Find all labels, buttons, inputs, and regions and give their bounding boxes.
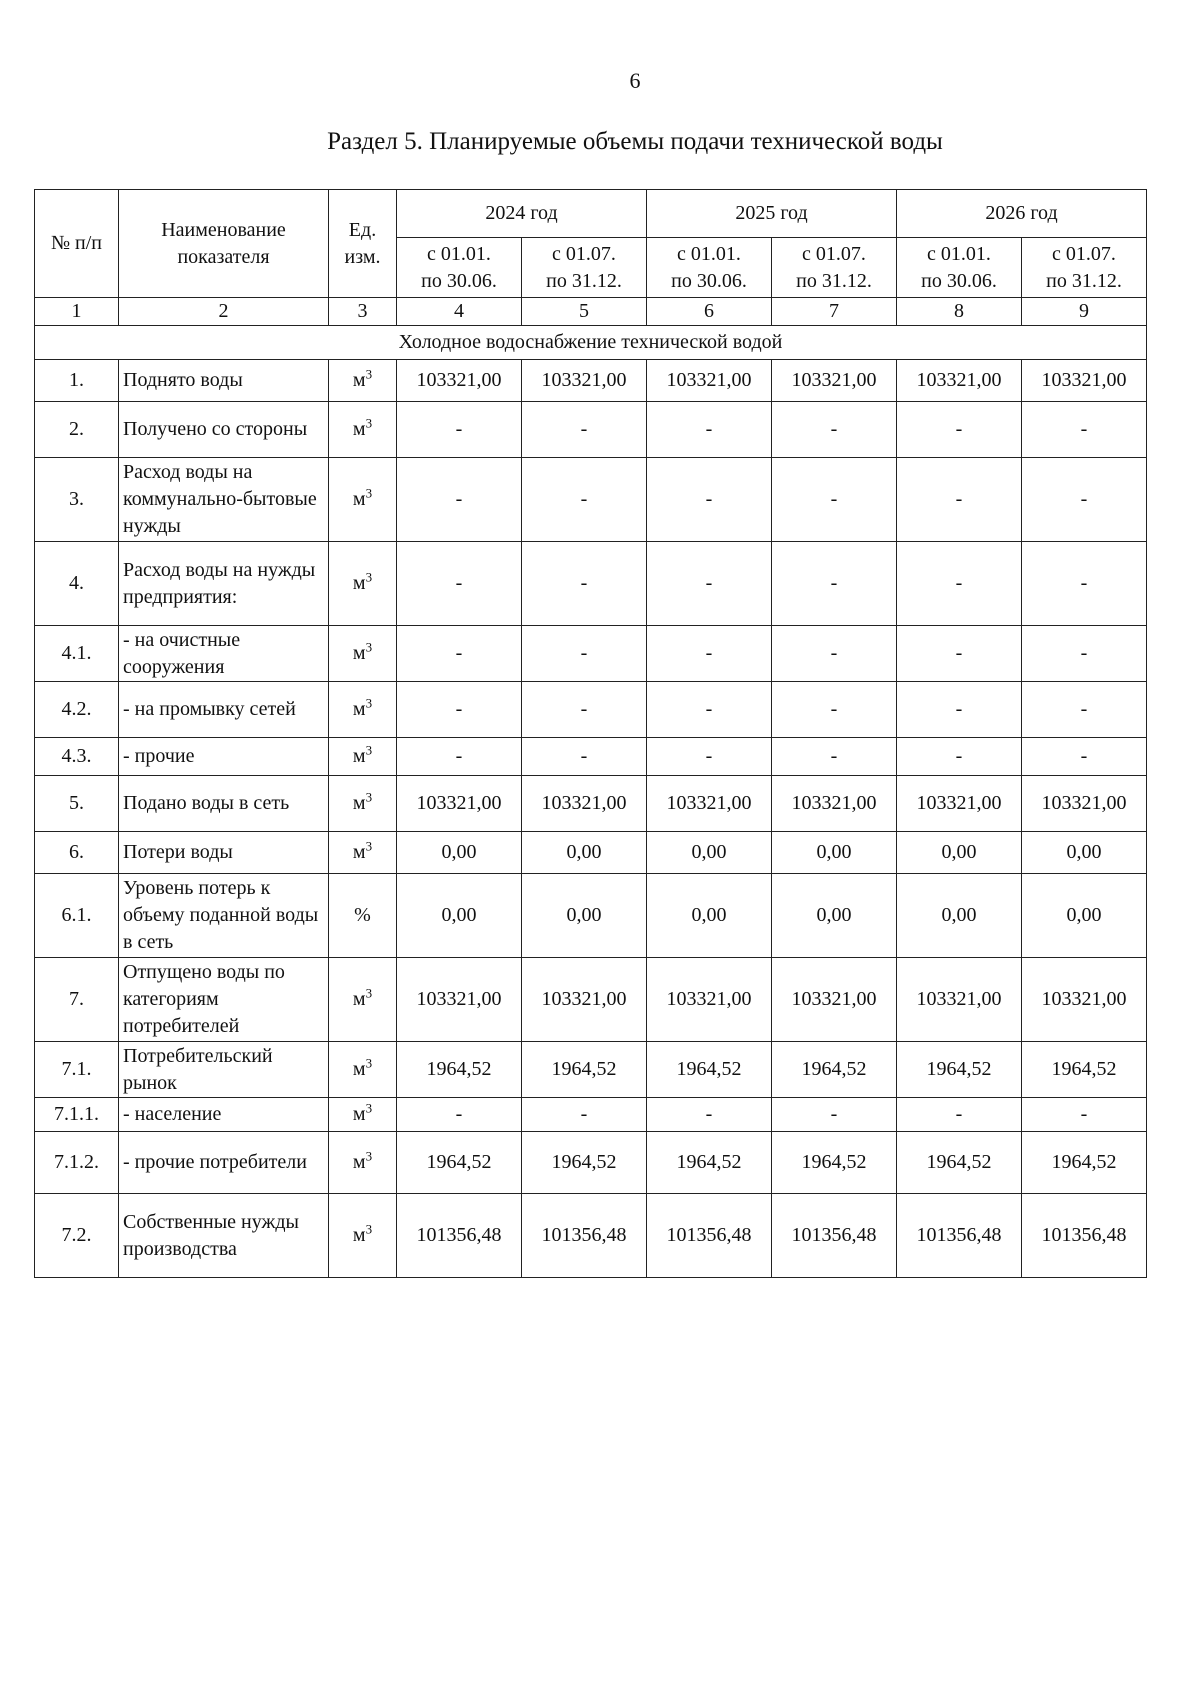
value-cell: 0,00 bbox=[772, 832, 897, 874]
value-cell: - bbox=[522, 402, 647, 458]
value-cell: - bbox=[897, 626, 1022, 682]
row-number: 3. bbox=[35, 458, 119, 542]
value-cell: 103321,00 bbox=[897, 958, 1022, 1042]
column-number: 7 bbox=[772, 298, 897, 326]
unit-base: м bbox=[352, 418, 366, 440]
unit-base: м bbox=[352, 642, 366, 664]
header-year-2025: 2025 год bbox=[647, 190, 897, 238]
unit-cell bbox=[329, 360, 397, 402]
unit-superscript: 3 bbox=[365, 1221, 373, 1237]
value-cell: - bbox=[397, 626, 522, 682]
value-cell: 103321,00 bbox=[647, 776, 772, 832]
value-cell: - bbox=[1022, 542, 1147, 626]
column-numbers-row bbox=[35, 298, 1147, 326]
unit-cell bbox=[329, 1098, 397, 1132]
value-cell: 0,00 bbox=[522, 832, 647, 874]
indicator-name: Получено со стороны bbox=[119, 402, 329, 458]
unit-base: м bbox=[352, 1224, 366, 1246]
value-cell: - bbox=[397, 738, 522, 776]
value-cell: - bbox=[397, 682, 522, 738]
column-number: 5 bbox=[522, 298, 647, 326]
table-row bbox=[35, 626, 1147, 682]
value-cell: 103321,00 bbox=[647, 360, 772, 402]
value-cell: - bbox=[397, 458, 522, 542]
value-cell: 0,00 bbox=[647, 832, 772, 874]
row-number: 6. bbox=[35, 832, 119, 874]
unit-cell bbox=[329, 832, 397, 874]
unit-superscript: 3 bbox=[365, 366, 373, 382]
section-title: Холодное водоснабжение технической водой bbox=[35, 326, 1147, 360]
value-cell: 101356,48 bbox=[772, 1194, 897, 1278]
value-cell: 103321,00 bbox=[1022, 776, 1147, 832]
indicator-name: - на очистные сооружения bbox=[119, 626, 329, 682]
unit-cell bbox=[329, 402, 397, 458]
value-cell: 101356,48 bbox=[522, 1194, 647, 1278]
value-cell: 1964,52 bbox=[772, 1132, 897, 1194]
value-cell: - bbox=[522, 682, 647, 738]
unit-base: м bbox=[352, 745, 366, 767]
period-header: с 01.01. по 30.06. bbox=[647, 238, 772, 298]
unit-cell bbox=[329, 1132, 397, 1194]
value-cell: 1964,52 bbox=[772, 1042, 897, 1098]
unit-base: м bbox=[352, 1103, 366, 1125]
table-body bbox=[35, 326, 1147, 1278]
unit-superscript: 3 bbox=[365, 1148, 373, 1164]
row-number: 7. bbox=[35, 958, 119, 1042]
value-cell: - bbox=[397, 402, 522, 458]
table-row bbox=[35, 1098, 1147, 1132]
value-cell: - bbox=[897, 1098, 1022, 1132]
value-cell: - bbox=[397, 542, 522, 626]
value-cell: - bbox=[647, 1098, 772, 1132]
unit-cell bbox=[329, 874, 397, 958]
header-unit: Ед. изм. bbox=[329, 190, 397, 298]
indicator-name: - прочие потребители bbox=[119, 1132, 329, 1194]
unit-superscript: 3 bbox=[365, 742, 373, 758]
table-row bbox=[35, 402, 1147, 458]
value-cell: 103321,00 bbox=[897, 360, 1022, 402]
column-number: 4 bbox=[397, 298, 522, 326]
value-cell: 103321,00 bbox=[772, 776, 897, 832]
value-cell: - bbox=[772, 458, 897, 542]
indicator-name: - на промывку сетей bbox=[119, 682, 329, 738]
unit-base: м bbox=[352, 841, 366, 863]
value-cell: 103321,00 bbox=[522, 958, 647, 1042]
table-row bbox=[35, 958, 1147, 1042]
header-name: Наименование показателя bbox=[119, 190, 329, 298]
page-title: Раздел 5. Планируемые объемы подачи технической воды bbox=[327, 128, 943, 155]
unit-superscript: 3 bbox=[365, 838, 373, 854]
unit-superscript: 3 bbox=[365, 415, 373, 431]
row-number: 4.3. bbox=[35, 738, 119, 776]
row-number: 4.2. bbox=[35, 682, 119, 738]
value-cell: - bbox=[647, 682, 772, 738]
row-number: 7.1.1. bbox=[35, 1098, 119, 1132]
value-cell: 103321,00 bbox=[522, 360, 647, 402]
value-cell: 103321,00 bbox=[522, 776, 647, 832]
indicator-name: Потребительский рынок bbox=[119, 1042, 329, 1098]
value-cell: 0,00 bbox=[772, 874, 897, 958]
row-number: 7.1. bbox=[35, 1042, 119, 1098]
indicator-name: Подано воды в сеть bbox=[119, 776, 329, 832]
value-cell: 103321,00 bbox=[397, 776, 522, 832]
value-cell: 1964,52 bbox=[897, 1132, 1022, 1194]
value-cell: 1964,52 bbox=[647, 1132, 772, 1194]
value-cell: 1964,52 bbox=[1022, 1132, 1147, 1194]
period-header: с 01.01. по 30.06. bbox=[397, 238, 522, 298]
value-cell: - bbox=[1022, 458, 1147, 542]
table-row bbox=[35, 458, 1147, 542]
table-row bbox=[35, 1194, 1147, 1278]
table-row bbox=[35, 738, 1147, 776]
value-cell: - bbox=[647, 458, 772, 542]
column-number: 6 bbox=[647, 298, 772, 326]
unit-base: м bbox=[352, 369, 366, 391]
column-number: 1 bbox=[35, 298, 119, 326]
value-cell: - bbox=[647, 738, 772, 776]
unit-base: м bbox=[352, 698, 366, 720]
value-cell: 1964,52 bbox=[397, 1042, 522, 1098]
row-number: 2. bbox=[35, 402, 119, 458]
value-cell: 103321,00 bbox=[1022, 958, 1147, 1042]
unit-cell bbox=[329, 738, 397, 776]
value-cell: - bbox=[772, 402, 897, 458]
unit-superscript: 3 bbox=[365, 485, 373, 501]
row-number: 1. bbox=[35, 360, 119, 402]
header-year-2026: 2026 год bbox=[897, 190, 1147, 238]
table-row bbox=[35, 776, 1147, 832]
value-cell: 1964,52 bbox=[897, 1042, 1022, 1098]
unit-cell bbox=[329, 542, 397, 626]
value-cell: - bbox=[522, 626, 647, 682]
unit-base: м bbox=[352, 572, 366, 594]
value-cell: - bbox=[1022, 682, 1147, 738]
unit-superscript: 3 bbox=[365, 569, 373, 585]
unit-superscript: 3 bbox=[365, 639, 373, 655]
column-number: 3 bbox=[329, 298, 397, 326]
value-cell: - bbox=[1022, 626, 1147, 682]
unit-base: % bbox=[354, 904, 371, 926]
value-cell: 0,00 bbox=[897, 874, 1022, 958]
row-number: 5. bbox=[35, 776, 119, 832]
value-cell: - bbox=[897, 402, 1022, 458]
row-number: 6.1. bbox=[35, 874, 119, 958]
value-cell: 0,00 bbox=[397, 874, 522, 958]
value-cell: - bbox=[397, 1098, 522, 1132]
header-year-2024: 2024 год bbox=[397, 190, 647, 238]
value-cell: - bbox=[772, 738, 897, 776]
unit-cell bbox=[329, 458, 397, 542]
value-cell: 101356,48 bbox=[897, 1194, 1022, 1278]
value-cell: 0,00 bbox=[397, 832, 522, 874]
value-cell: - bbox=[522, 1098, 647, 1132]
indicator-name: Расход воды на нужды предприятия: bbox=[119, 542, 329, 626]
value-cell: 103321,00 bbox=[397, 958, 522, 1042]
value-cell: - bbox=[897, 458, 1022, 542]
value-cell: 1964,52 bbox=[397, 1132, 522, 1194]
indicator-name: Расход воды на коммунально-бытовые нужды bbox=[119, 458, 329, 542]
unit-superscript: 3 bbox=[365, 1100, 373, 1116]
value-cell: - bbox=[647, 402, 772, 458]
value-cell: 103321,00 bbox=[772, 958, 897, 1042]
water-supply-table bbox=[34, 189, 1147, 1278]
value-cell: 103321,00 bbox=[397, 360, 522, 402]
value-cell: - bbox=[647, 626, 772, 682]
unit-superscript: 3 bbox=[365, 695, 373, 711]
table-row bbox=[35, 360, 1147, 402]
value-cell: 1964,52 bbox=[647, 1042, 772, 1098]
table-row bbox=[35, 832, 1147, 874]
value-cell: 0,00 bbox=[897, 832, 1022, 874]
value-cell: - bbox=[522, 738, 647, 776]
period-header: с 01.07. по 31.12. bbox=[522, 238, 647, 298]
unit-superscript: 3 bbox=[365, 789, 373, 805]
value-cell: - bbox=[897, 682, 1022, 738]
value-cell: 103321,00 bbox=[1022, 360, 1147, 402]
indicator-name: - население bbox=[119, 1098, 329, 1132]
unit-cell bbox=[329, 626, 397, 682]
value-cell: - bbox=[897, 542, 1022, 626]
unit-cell bbox=[329, 1194, 397, 1278]
unit-base: м bbox=[352, 488, 366, 510]
value-cell: 1964,52 bbox=[522, 1132, 647, 1194]
table-row bbox=[35, 874, 1147, 958]
value-cell: - bbox=[1022, 402, 1147, 458]
table-row bbox=[35, 682, 1147, 738]
value-cell: 103321,00 bbox=[772, 360, 897, 402]
unit-cell bbox=[329, 1042, 397, 1098]
unit-base: м bbox=[352, 1058, 366, 1080]
unit-superscript: 3 bbox=[365, 1055, 373, 1071]
period-header: с 01.07. по 31.12. bbox=[1022, 238, 1147, 298]
value-cell: - bbox=[897, 738, 1022, 776]
value-cell: 0,00 bbox=[522, 874, 647, 958]
row-number: 4.1. bbox=[35, 626, 119, 682]
indicator-name: Потери воды bbox=[119, 832, 329, 874]
value-cell: 101356,48 bbox=[397, 1194, 522, 1278]
value-cell: - bbox=[522, 458, 647, 542]
period-header: с 01.01. по 30.06. bbox=[897, 238, 1022, 298]
value-cell: - bbox=[772, 1098, 897, 1132]
value-cell: 101356,48 bbox=[1022, 1194, 1147, 1278]
table-row bbox=[35, 1042, 1147, 1098]
row-number: 7.1.2. bbox=[35, 1132, 119, 1194]
value-cell: 1964,52 bbox=[522, 1042, 647, 1098]
value-cell: - bbox=[1022, 1098, 1147, 1132]
row-number: 4. bbox=[35, 542, 119, 626]
column-number: 8 bbox=[897, 298, 1022, 326]
value-cell: - bbox=[522, 542, 647, 626]
value-cell: - bbox=[647, 542, 772, 626]
value-cell: - bbox=[1022, 738, 1147, 776]
unit-base: м bbox=[352, 792, 366, 814]
value-cell: 101356,48 bbox=[647, 1194, 772, 1278]
indicator-name: - прочие bbox=[119, 738, 329, 776]
value-cell: 0,00 bbox=[1022, 832, 1147, 874]
unit-base: м bbox=[352, 988, 366, 1010]
header-num: № п/п bbox=[35, 190, 119, 298]
indicator-name: Поднято воды bbox=[119, 360, 329, 402]
indicator-name: Отпущено воды по категориям потребителей bbox=[119, 958, 329, 1042]
value-cell: - bbox=[772, 542, 897, 626]
value-cell: 1964,52 bbox=[1022, 1042, 1147, 1098]
row-number: 7.2. bbox=[35, 1194, 119, 1278]
unit-cell bbox=[329, 776, 397, 832]
value-cell: - bbox=[772, 626, 897, 682]
value-cell: - bbox=[772, 682, 897, 738]
unit-cell bbox=[329, 958, 397, 1042]
page-number: 6 bbox=[629, 68, 641, 93]
value-cell: 0,00 bbox=[647, 874, 772, 958]
table-row bbox=[35, 1132, 1147, 1194]
table-row bbox=[35, 542, 1147, 626]
value-cell: 103321,00 bbox=[647, 958, 772, 1042]
section-row bbox=[35, 326, 1147, 360]
column-number: 9 bbox=[1022, 298, 1147, 326]
column-number: 2 bbox=[119, 298, 329, 326]
value-cell: 103321,00 bbox=[897, 776, 1022, 832]
period-header: с 01.07. по 31.12. bbox=[772, 238, 897, 298]
indicator-name: Собственные нужды производства bbox=[119, 1194, 329, 1278]
indicator-name: Уровень потерь к объему поданной воды в сеть bbox=[119, 874, 329, 958]
unit-superscript: 3 bbox=[365, 985, 373, 1001]
value-cell: 0,00 bbox=[1022, 874, 1147, 958]
unit-base: м bbox=[352, 1151, 366, 1173]
unit-cell bbox=[329, 682, 397, 738]
